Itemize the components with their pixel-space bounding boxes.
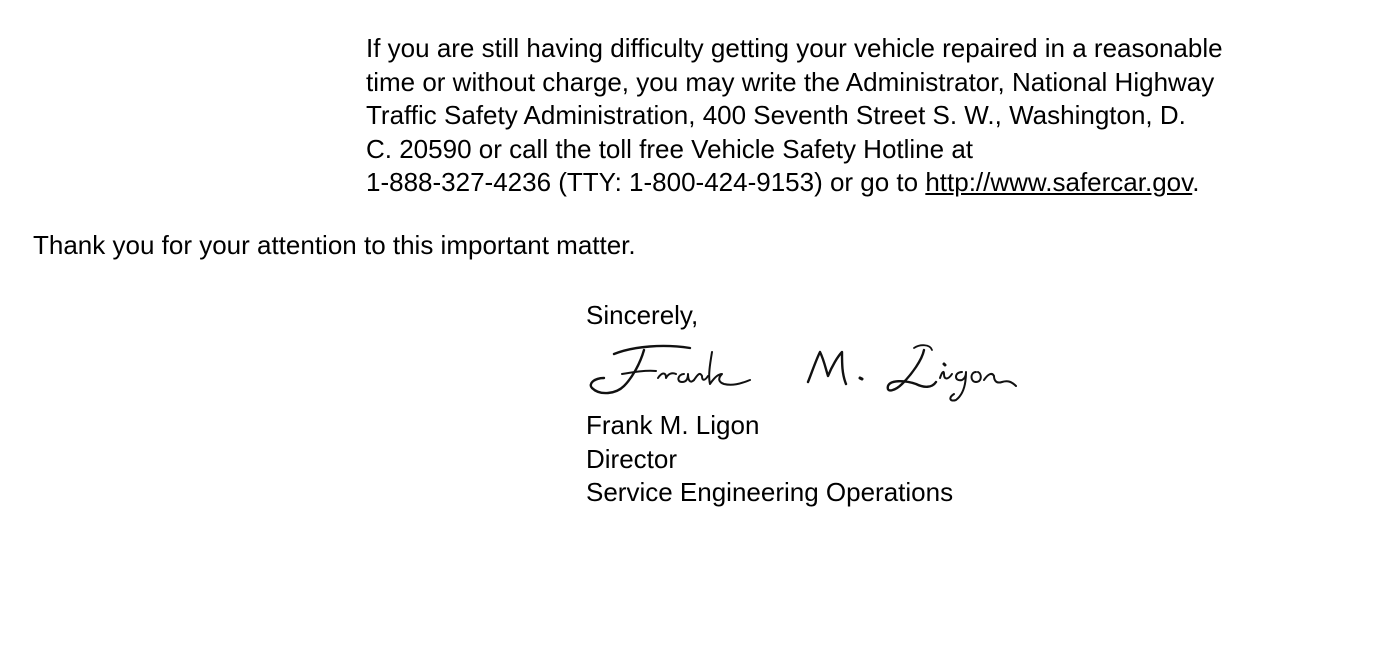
signer-name: Frank M. Ligon (586, 410, 760, 440)
paragraph-line-4: C. 20590 or call the toll free Vehicle Safety Hotline at (366, 133, 974, 164)
contact-numbers-text: 1-888-327-4236 (TTY: 1-800-424-9153) or go to (366, 167, 926, 197)
signature-block (586, 409, 953, 510)
paragraph-line-1: If you are still having difficulty getting your vehicle repaired in a reasonable (366, 33, 1223, 63)
handwritten-signature (584, 340, 1024, 408)
paragraph-line-2: time or without charge, you may write the Administrator, National Highway (366, 66, 1215, 97)
paragraph-line-3: Traffic Safety Administration, 400 Seventh Street S. W., Washington, D. (366, 100, 1186, 130)
signer-title: Director (586, 443, 678, 474)
thank-you-line: Thank you for your attention to this important matter. (33, 230, 636, 260)
safercar-link[interactable]: http://www.safercar.gov (925, 167, 1193, 197)
paragraph-line-5 (366, 166, 1366, 200)
line-end-period: . (1192, 167, 1200, 197)
signer-department: Service Engineering Operations (586, 477, 954, 507)
closing-salutation: Sincerely, (586, 300, 699, 330)
recall-paragraph (366, 32, 1366, 200)
